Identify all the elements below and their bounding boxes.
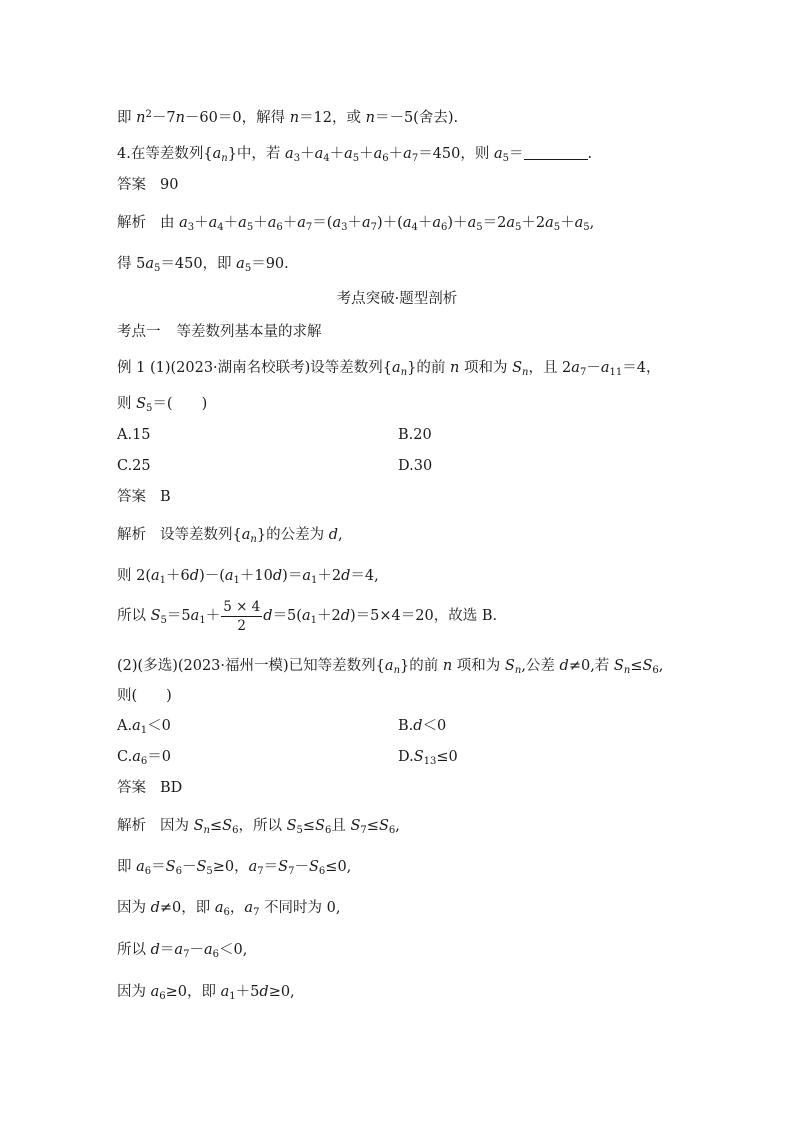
option-c-2: $C.a_6=0$ xyxy=(117,749,171,767)
option-b: B.20 xyxy=(398,427,432,443)
example-1-2-stem: (2)(多选)(2023·福州一模)已知等差数列$\{a_n\}$的前 n 项和为 $S_n$,公差 d≠0,若 $S_n\le S_6$, xyxy=(117,658,664,676)
example-1-2-analysis-5: 因为 $a_6\ge 0$，即 $a_1+5d\ge 0$, xyxy=(117,984,295,1002)
q3-solution-line: 即 $n^2-7n-60=0$，解得 n＝12，或 n＝－5(舍去). xyxy=(117,109,459,126)
q4-analysis-line-2: 得 $5a_5=450$，即 $a_5=90$. xyxy=(117,256,289,274)
example-1-1-analysis-2: 则 $2(a_1+6d)-(a_1+10d)=a_1+2d=4$, xyxy=(117,568,379,586)
example-1-2-analysis-1: 解析 因为 $S_n\le S_6$，所以 $S_5\le S_6$且 $S_7\le S_6$, xyxy=(117,818,400,836)
option-d: D.30 xyxy=(398,458,433,474)
topic-heading: 考点一 等差数列基本量的求解 xyxy=(117,324,322,340)
option-a-2: $A.a_1<0$ xyxy=(117,718,171,736)
option-d-2: $D.S_{13}\le 0$ xyxy=(398,749,458,767)
example-1-1-question: 则 $S_5=$( ) xyxy=(117,396,208,414)
question-4: 4.在等差数列$\{a_n\}$中，若 $a_3+a_4+a_5+a_6+a_7=450$，则 $a_5=$ . xyxy=(117,146,593,164)
example-1-2-answer: 答案 BD xyxy=(117,780,183,796)
example-1-2-analysis-4: 所以 $d=a_7-a_6<0$, xyxy=(117,942,248,960)
option-b-2: B.d＜0 xyxy=(398,718,447,734)
example-1-1-answer: 答案 B xyxy=(117,489,171,505)
answer-blank xyxy=(524,145,588,160)
option-c: C.25 xyxy=(117,458,151,474)
example-1-2-analysis-2: 即 $a_6=S_6-S_5\ge 0$，$a_7=S_7-S_6\le 0$, xyxy=(117,859,352,877)
q4-answer: 答案 90 xyxy=(117,177,179,193)
example-1-1-analysis-1: 解析 设等差数列$\{a_n\}$的公差为 d, xyxy=(117,527,343,545)
example-1-1-analysis-3: 所以 $S_5=5a_1+$ $\frac{5 \times 4}{2}$ $d=5(a_1+2d)=5\times 4=20$，故选 B. xyxy=(117,598,498,634)
fraction: $\frac{5 \times 4}{2}$ xyxy=(223,598,261,634)
section-title: 考点突破·题型剖析 xyxy=(336,291,458,307)
example-1-2-question: 则( ) xyxy=(117,688,172,704)
option-a: A.15 xyxy=(117,427,151,443)
example-1-2-analysis-3: 因为 d≠0，即 $a_6$，$a_7$ 不同时为 0, xyxy=(117,900,341,918)
q4-analysis-line-1: 解析 由 $a_3+a_4+a_5+a_6+a_7=(a_3+a_7)+(a_4+a_6)+a_5=2a_5+2a_5+a_5$, xyxy=(117,215,595,233)
example-1-1-stem: 例 1 (1)(2023·湖南名校联考)设等差数列$\{a_n\}$的前 n 项和为 $S_n$，且 $2a_7-a_{11}=4$， xyxy=(117,360,661,378)
